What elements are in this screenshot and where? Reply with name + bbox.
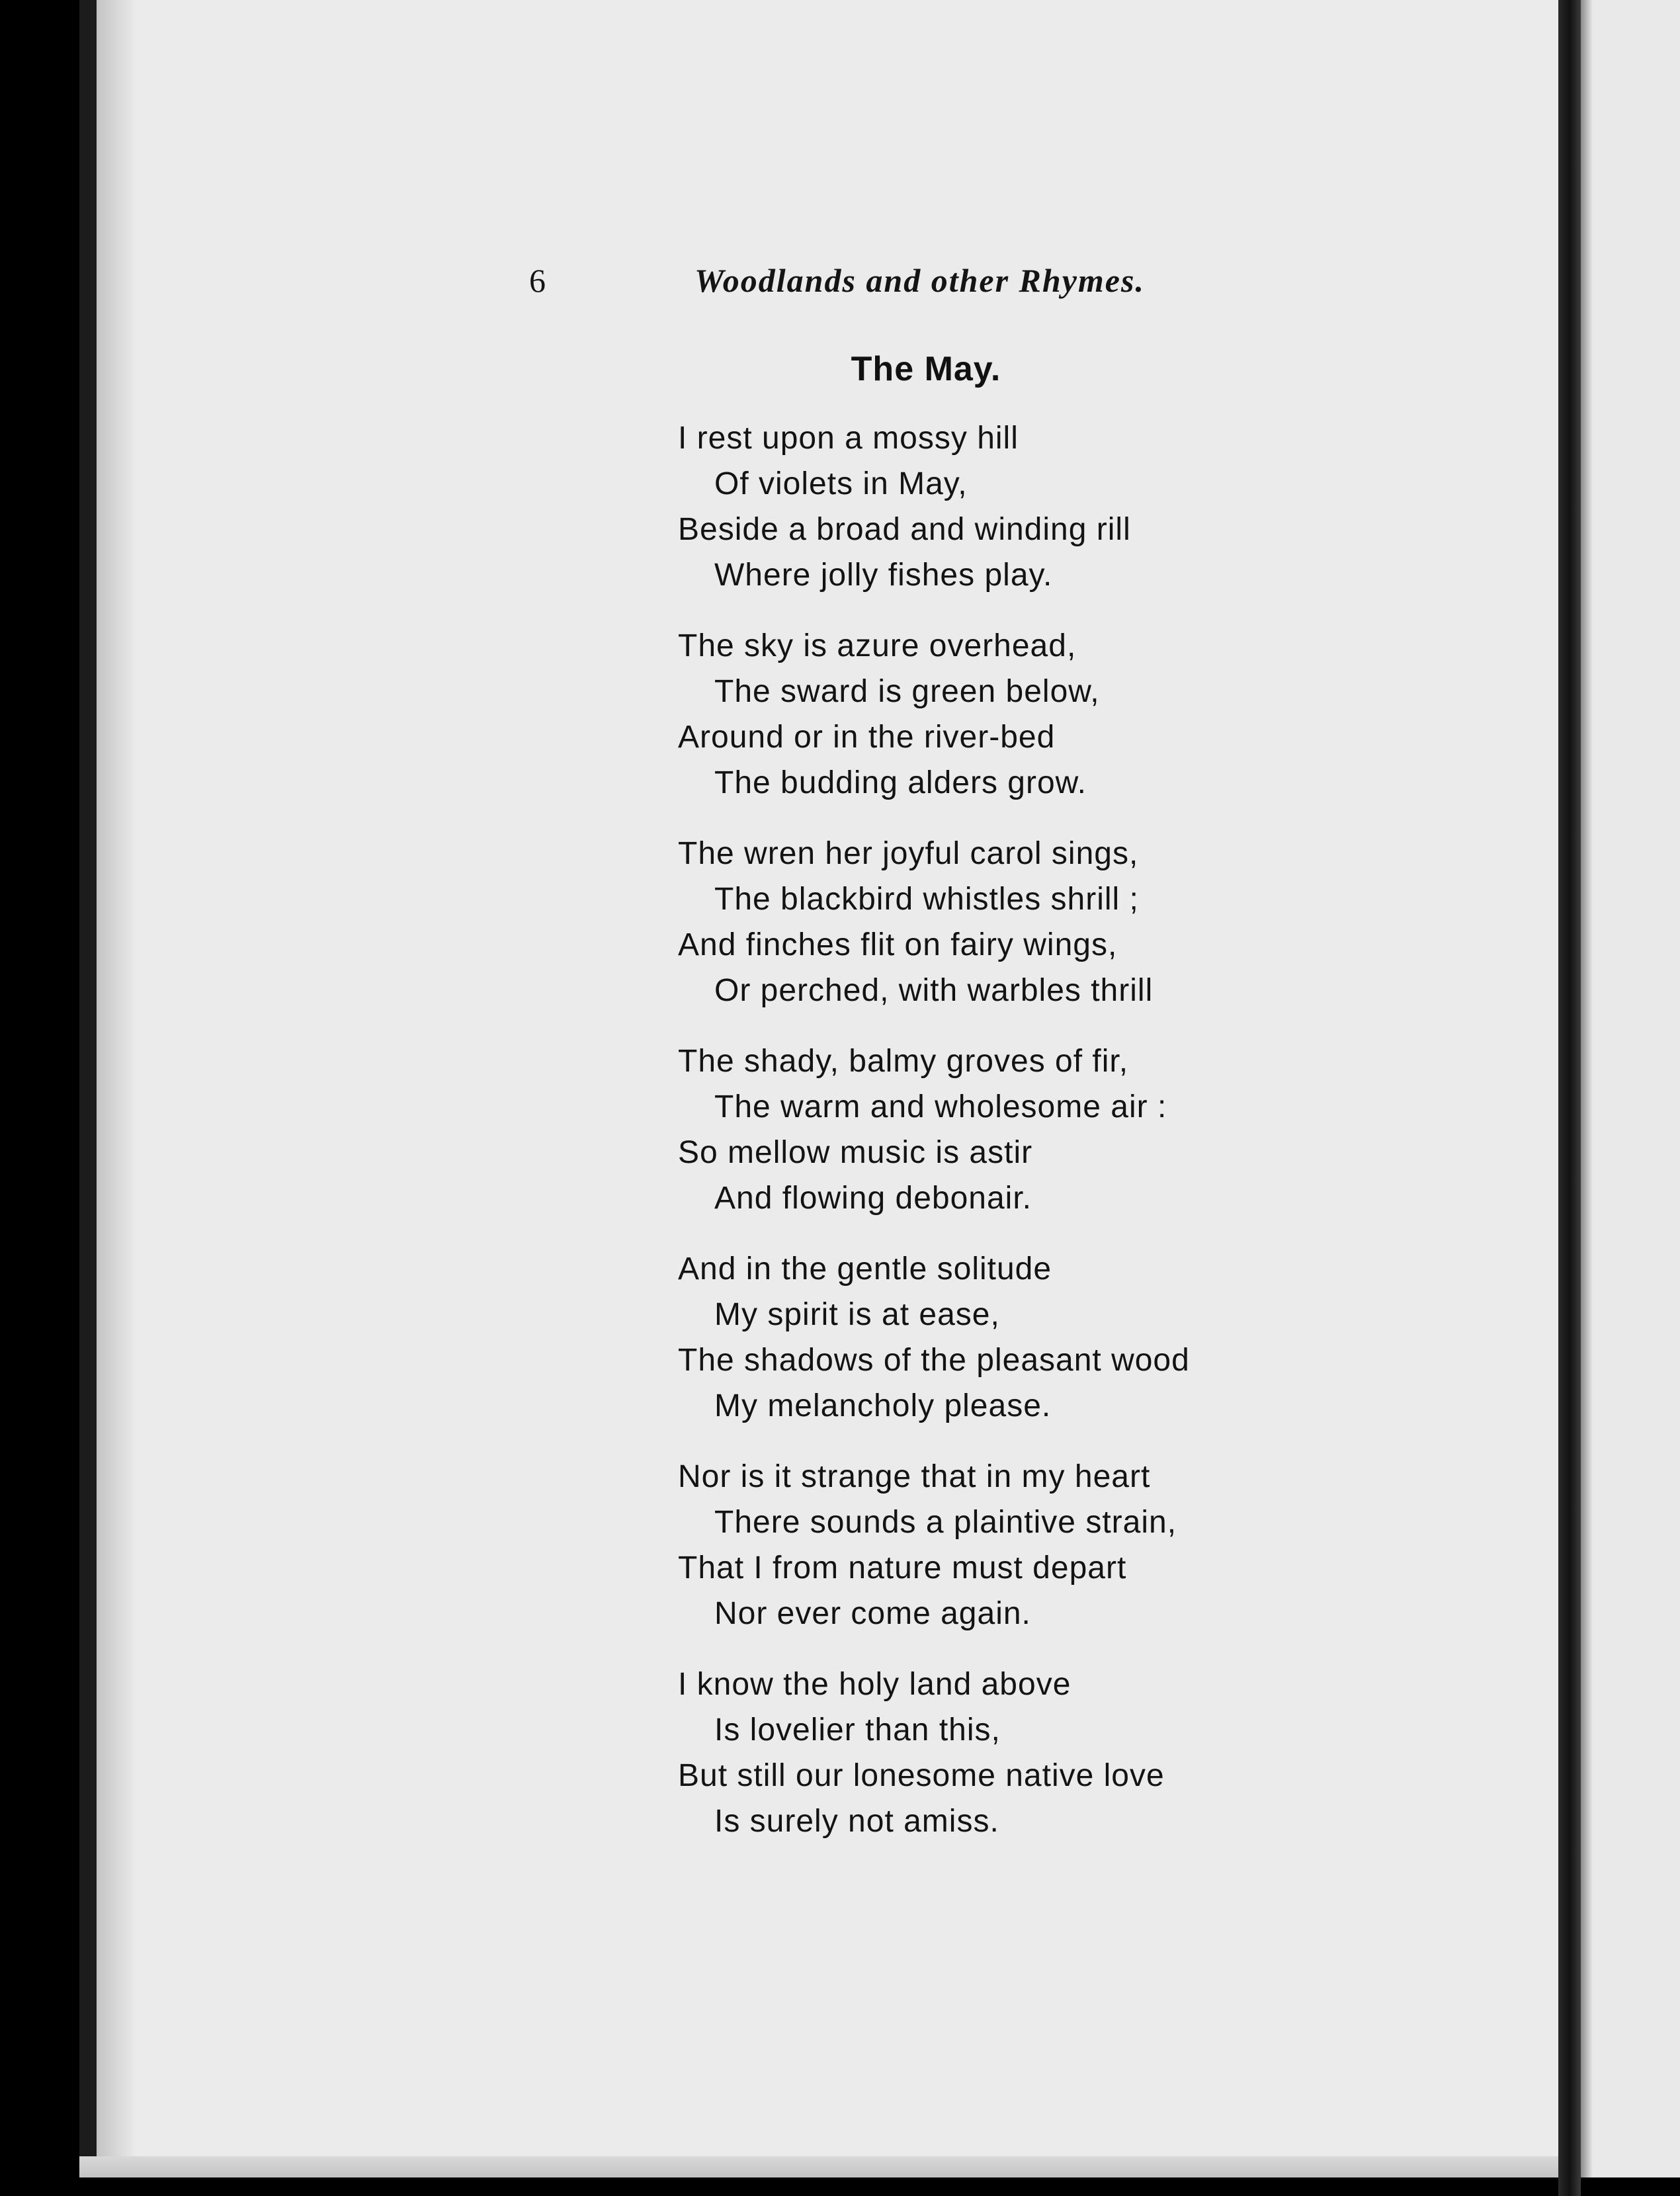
facing-page-edge <box>1581 0 1593 2177</box>
poem-line: But still our lonesome native love <box>678 1758 1165 1793</box>
poem-line: Beside a broad and winding rill <box>678 512 1131 547</box>
poem-line: The blackbird whistles shrill ; <box>714 882 1139 917</box>
facing-page <box>1581 0 1680 2177</box>
page-bottom-edge <box>79 2156 1558 2177</box>
stanza <box>678 831 1339 1013</box>
poem-line: So mellow music is astir <box>678 1135 1033 1170</box>
book-gutter <box>1558 0 1581 2196</box>
poem-line: And flowing debonair. <box>714 1181 1032 1216</box>
poem-line: The budding alders grow. <box>714 765 1087 800</box>
poem-line: That I from nature must depart <box>678 1550 1127 1585</box>
stanza <box>678 623 1339 806</box>
stanza <box>678 1246 1339 1429</box>
page-number: 6 <box>529 262 546 299</box>
stanza <box>678 1038 1339 1221</box>
page-edge-shadow <box>97 0 136 2177</box>
poem-line: The sward is green below, <box>714 674 1100 709</box>
poem-line: And finches flit on fairy wings, <box>678 927 1118 962</box>
poem-line: I know the holy land above <box>678 1667 1071 1702</box>
poem-line: The wren her joyful carol sings, <box>678 836 1139 871</box>
book-title: Woodlands and other Rhymes. <box>694 262 1145 299</box>
poem-line: I rest upon a mossy hill <box>678 421 1019 456</box>
poem-line: Or perched, with warbles thrill <box>714 973 1154 1008</box>
poem-line: Around or in the river-bed <box>678 720 1056 755</box>
poem-line: My spirit is at ease, <box>714 1297 1000 1332</box>
poem-line: Nor ever come again. <box>714 1596 1031 1631</box>
running-head <box>0 261 1680 308</box>
poem-title: The May. <box>851 350 1001 388</box>
poem-line: The shadows of the pleasant wood <box>678 1343 1190 1378</box>
stanza <box>678 415 1339 598</box>
stanza <box>678 1454 1339 1636</box>
poem-line: My melancholy please. <box>714 1388 1052 1423</box>
poem-line: Nor is it strange that in my heart <box>678 1459 1151 1494</box>
poem-line: The shady, balmy groves of fir, <box>678 1044 1129 1079</box>
poem-line: Is lovelier than this, <box>714 1712 1001 1748</box>
stanza <box>678 1662 1339 1844</box>
poem-line: Is surely not amiss. <box>714 1804 999 1839</box>
poem-line: Where jolly fishes play. <box>714 558 1053 593</box>
poem-body <box>678 415 1339 1869</box>
poem-line: The sky is azure overhead, <box>678 628 1077 663</box>
poem-line: And in the gentle solitude <box>678 1251 1052 1287</box>
poem-line: There sounds a plaintive strain, <box>714 1505 1177 1540</box>
poem-line: The warm and wholesome air : <box>714 1089 1167 1124</box>
poem-line: Of violets in May, <box>714 466 968 501</box>
